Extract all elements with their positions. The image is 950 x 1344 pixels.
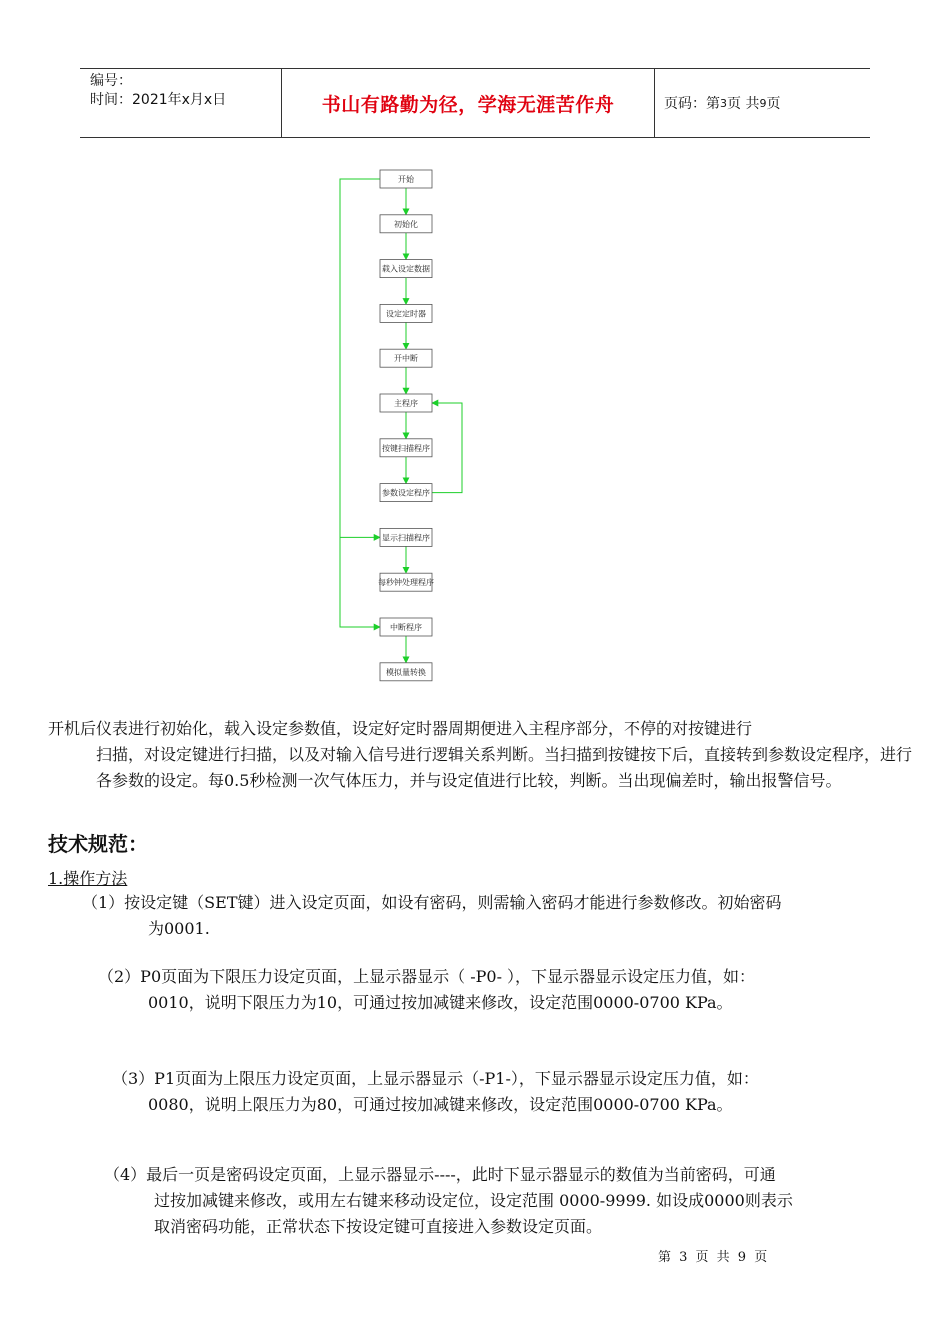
header-motto: 书山有路勤为径，学海无涯苦作舟 [321,93,615,116]
page-prefix: 页码：第 [664,96,720,112]
item-1 [82,890,914,942]
page-suffix: 页 [766,96,781,112]
date-label: 时间：2021年x月x日 [90,92,227,108]
intro-line-first: 开机后仪表进行初始化，载入设定参数值，设定好定时器周期便进入主程序部分，不停的对按键进行 [48,719,753,738]
item-4-line-a: （4）最后一页是密码设定页面，上显示器显示----，此时下显示器显示的数值为当前密码，可通 [104,1165,776,1184]
flow-node [380,394,432,412]
item-4-line-c: 取消密码功能，正常状态下按设定键可直接进入参数设定页面。 [154,1217,603,1236]
page-header [80,68,870,138]
page-footer: 第 3 页 共 9 页 [658,1250,770,1265]
page-total: 9 [759,96,767,110]
header-meta [90,72,226,110]
flow-node-label: 初始化 [394,219,418,229]
flow-node [380,618,432,636]
item-1-line-b: 为0001. [148,919,210,938]
flow-node-label: 开始 [398,175,414,184]
serial-label: 编号： [90,73,132,89]
item-3 [112,1066,914,1118]
flow-node-label: 显示扫描程序 [382,533,430,543]
item-4 [104,1162,914,1240]
flow-node [380,304,432,322]
flow-node-label: 每秒钟处理程序 [378,578,434,588]
item-3-line-a: （3）P1页面为上限压力设定页面，上显示器显示（-P1-），下显示器显示设定压力值，如： [112,1069,759,1088]
flow-node [380,439,432,457]
item-2-line-b: 0010，说明下限压力为10，可通过按加减键来修改，设定范围0000-0700 KPa。 [148,993,733,1012]
header-divider [654,69,655,137]
program-flowchart [320,160,480,695]
flow-node [380,215,432,233]
item-2-line-a: （2）P0页面为下限压力设定页面，上显示器显示（ -P0- ），下显示器显示设定压力值，如： [98,967,756,986]
intro-line-rest: 扫描，对设定键进行扫描，以及对输入信号进行逻辑关系判断。当扫描到按键按下后，直接转到参数设定程序，进行各参数的设定。每0.5秒检测一次气体压力，并与设定值进行比较，判断。当出现偏差时，输出报警信号。 [96,745,913,790]
section-title: 技术规范： [48,832,148,856]
flow-node [378,573,434,591]
flow-side-line [340,179,380,627]
flow-node [380,663,432,681]
header-page-info [664,69,780,137]
item-4-line-b: 过按加减键来修改，或用左右键来移动设定位，设定范围 0000-9999. 如设成0000则表示 [154,1191,793,1210]
flow-node-label: 参数设定程序 [382,488,430,498]
flow-node-label: 模拟量转换 [386,667,426,677]
flow-node-label: 主程序 [394,399,418,408]
flow-node-label: 设定定时器 [386,309,426,319]
flow-node-label: 载入设定数据 [382,264,430,274]
flow-node [380,260,432,278]
item-1-line-a: （1）按设定键（SET键）进入设定页面，如设有密码，则需输入密码才能进行参数修改。初始密码 [82,893,782,912]
item-3-line-b: 0080，说明上限压力为80，可通过按加减键来修改，设定范围0000-0700 KPa。 [148,1095,733,1114]
sub-title: 1.操作方法 [48,869,128,888]
flow-node [380,170,432,188]
page-mid: 页 共 [727,96,760,112]
flow-node-label: 开中断 [394,354,418,364]
item-2 [98,964,914,1016]
flow-node-label: 中断程序 [390,623,422,632]
intro-paragraph [48,716,914,794]
page-number: 3 [720,96,727,110]
flow-node [380,528,432,546]
flow-node [380,349,432,367]
flow-node-label: 按键扫描程序 [382,443,430,453]
flow-loop-arrow [432,403,462,493]
flow-node [380,484,432,502]
